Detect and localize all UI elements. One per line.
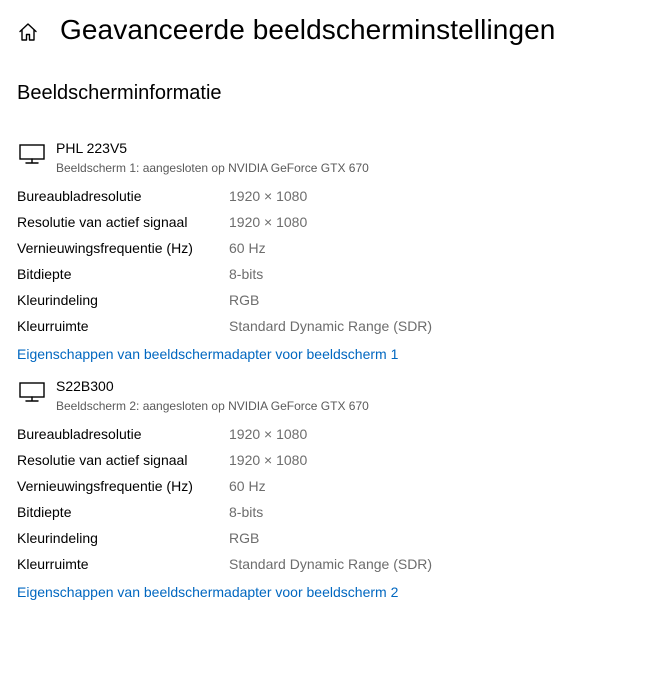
info-row-bit-depth <box>0 500 660 526</box>
info-row-refresh-rate <box>0 236 660 262</box>
display-name: S22B300 <box>56 378 114 394</box>
info-value: 8-bits <box>229 504 264 520</box>
info-value: 60 Hz <box>229 240 266 256</box>
monitor-icon <box>18 143 46 165</box>
info-value: 1920 × 1080 <box>229 452 308 468</box>
info-value: 1920 × 1080 <box>229 214 308 230</box>
info-value: RGB <box>229 530 260 546</box>
info-row-color-space <box>0 314 660 340</box>
info-label: Bitdiepte <box>17 504 72 520</box>
info-row-active-signal-resolution <box>0 448 660 474</box>
adapter-properties-link-1[interactable]: Eigenschappen van beeldschermadapter voor beeldscherm 1 <box>17 346 399 362</box>
display-block-2 <box>0 378 660 600</box>
info-label: Resolutie van actief signaal <box>17 452 188 468</box>
info-label: Bitdiepte <box>17 266 72 282</box>
display-info-table <box>0 184 660 340</box>
page-title: Geavanceerde beeldscherminstellingen <box>60 14 556 45</box>
adapter-properties-link-2[interactable]: Eigenschappen van beeldschermadapter voor beeldscherm 2 <box>17 584 399 600</box>
info-value: 1920 × 1080 <box>229 188 308 204</box>
info-value: 1920 × 1080 <box>229 426 308 442</box>
info-value: RGB <box>229 292 260 308</box>
info-row-refresh-rate <box>0 474 660 500</box>
info-row-desktop-resolution <box>0 184 660 210</box>
info-value: 60 Hz <box>229 478 266 494</box>
display-connection: Beeldscherm 1: aangesloten op NVIDIA GeForce GTX 670 <box>56 161 369 175</box>
info-label: Bureaubladresolutie <box>17 426 142 442</box>
info-row-color-format <box>0 288 660 314</box>
info-row-desktop-resolution <box>0 422 660 448</box>
info-row-active-signal-resolution <box>0 210 660 236</box>
info-label: Vernieuwingsfrequentie (Hz) <box>17 478 193 494</box>
page-header <box>0 0 660 64</box>
display-info-table <box>0 422 660 578</box>
info-row-bit-depth <box>0 262 660 288</box>
monitor-icon <box>18 381 46 403</box>
section-title: Beeldscherminformatie <box>17 82 222 104</box>
display-name: PHL 223V5 <box>56 140 128 156</box>
home-button[interactable] <box>14 18 42 46</box>
info-row-color-space <box>0 552 660 578</box>
info-label: Kleurindeling <box>17 530 98 546</box>
display-header <box>0 378 660 422</box>
info-value: Standard Dynamic Range (SDR) <box>229 556 433 572</box>
info-value: 8-bits <box>229 266 264 282</box>
info-row-color-format <box>0 526 660 552</box>
info-label: Kleurruimte <box>17 318 89 334</box>
info-label: Bureaubladresolutie <box>17 188 142 204</box>
display-connection: Beeldscherm 2: aangesloten op NVIDIA GeForce GTX 670 <box>56 399 369 413</box>
info-label: Kleurruimte <box>17 556 89 572</box>
display-header <box>0 140 660 184</box>
info-label: Kleurindeling <box>17 292 98 308</box>
info-value: Standard Dynamic Range (SDR) <box>229 318 433 334</box>
info-label: Vernieuwingsfrequentie (Hz) <box>17 240 193 256</box>
home-icon <box>17 21 39 43</box>
display-block-1 <box>0 140 660 362</box>
info-label: Resolutie van actief signaal <box>17 214 188 230</box>
